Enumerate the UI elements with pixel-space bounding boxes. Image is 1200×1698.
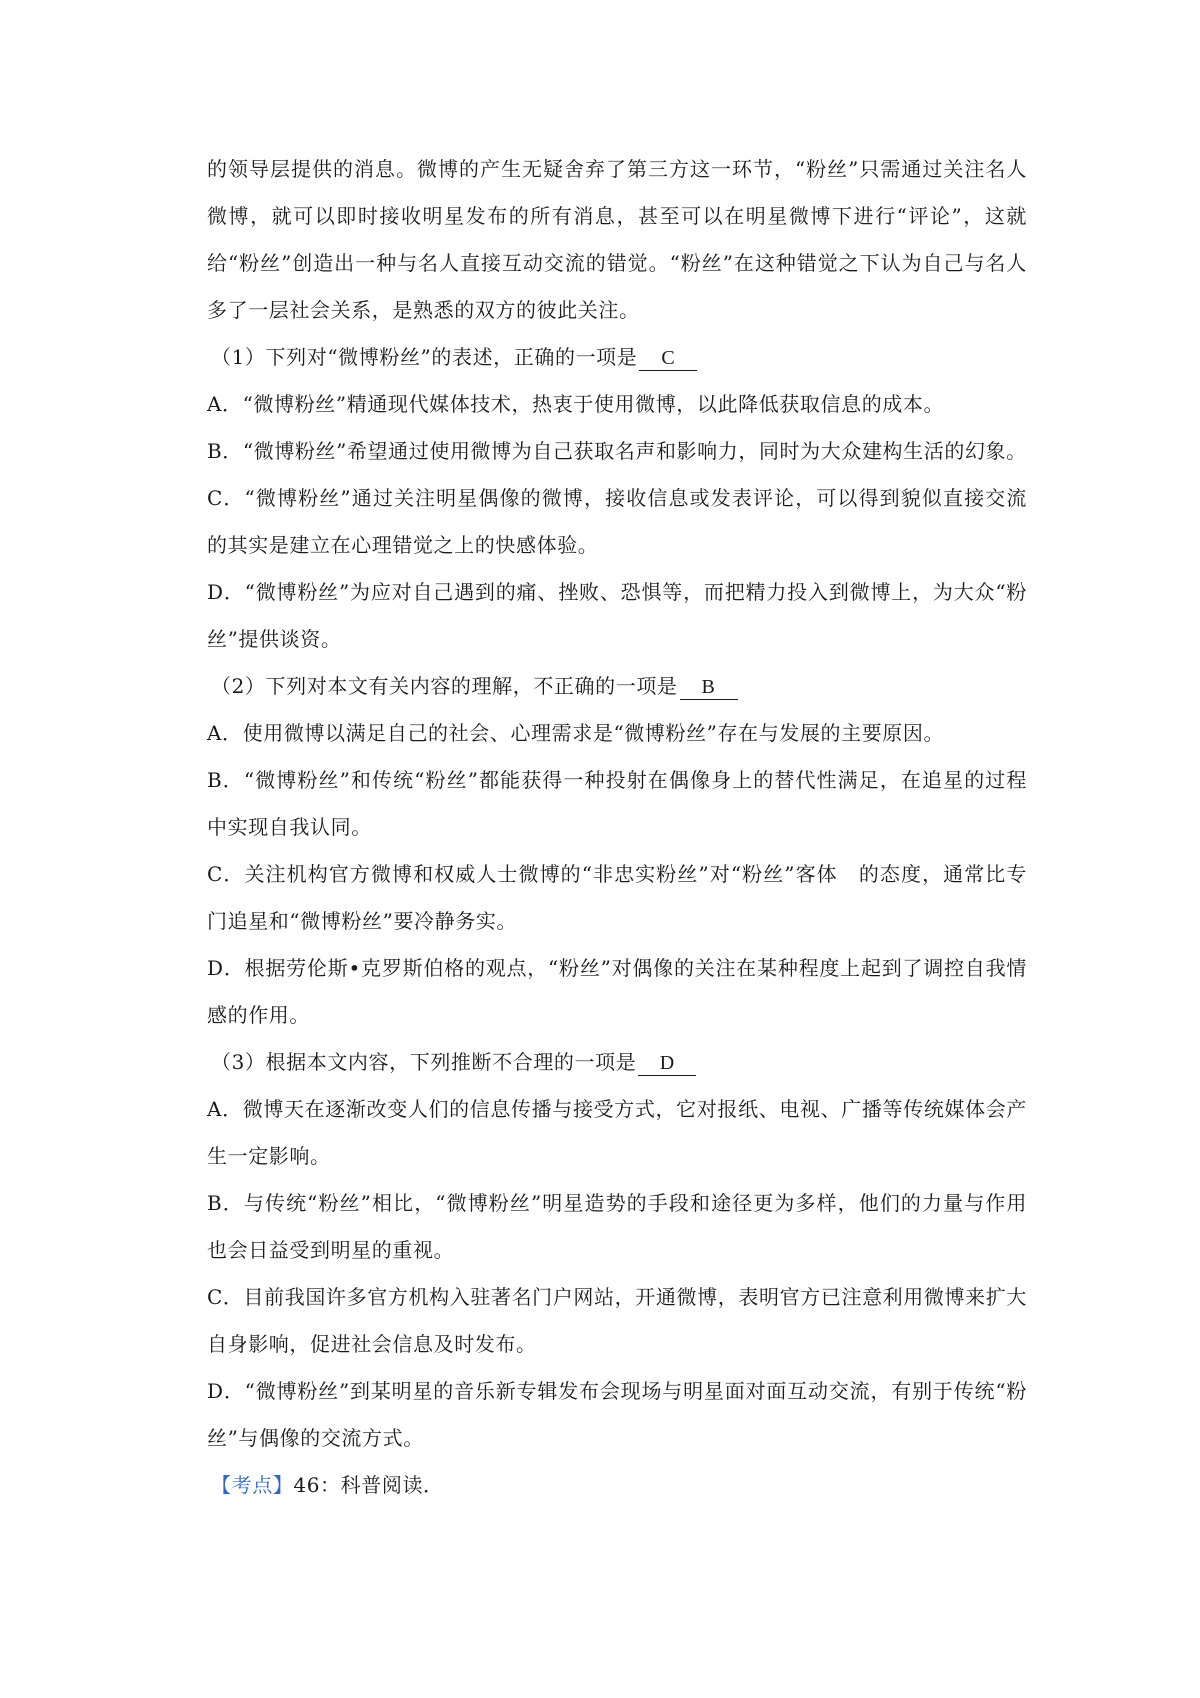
- question-stem-text: （2）下列对本文有关内容的理解，不正确的一项是: [211, 674, 678, 698]
- answer-blank: C: [639, 346, 697, 371]
- option-b: B．“微博粉丝”希望通过使用微博为自己获取名声和影响力，同时为大众建构生活的幻象。: [207, 439, 1027, 463]
- option-a: A．“微博粉丝”精通现代媒体技术，热衷于使用微博，以此降低获取信息的成本。: [207, 392, 945, 416]
- option-b: B．“微博粉丝”和传统“粉丝”都能获得一种投射在偶像身上的替代性满足，在追星的过程中实现自我认同。: [207, 768, 1027, 839]
- question-1: [207, 334, 1027, 663]
- answer-blank: B: [680, 675, 738, 700]
- question-stem: [207, 663, 1027, 710]
- kaodian-text: 46：科普阅读．: [293, 1473, 444, 1497]
- kaodian-line: [207, 1462, 1027, 1509]
- option-b: B．与传统“粉丝”相比，“微博粉丝”明星造势的手段和途径更为多样，他们的力量与作用也会日益受到明星的重视。: [207, 1191, 1027, 1262]
- option-a: A．微博天在逐渐改变人们的信息传播与接受方式，它对报纸、电视、广播等传统媒体会产生一定影响。: [207, 1097, 1027, 1168]
- question-2: [207, 663, 1027, 1039]
- option-d: D．根据劳伦斯•克罗斯伯格的观点，“粉丝”对偶像的关注在某种程度上起到了调控自我情感的作用。: [207, 956, 1027, 1027]
- document-page: [207, 146, 1027, 1509]
- intro-paragraph: 的领导层提供的消息。微博的产生无疑舍弃了第三方这一环节，“粉丝”只需通过关注名人微博，就可以即时接收明星发布的所有消息，甚至可以在明星微博下进行“评论”，这就给“粉丝”创造出一种与名人直接互动交流的错觉。“粉丝”在这种错觉之下认为自己与名人多了一层社会关系，是熟悉的双方的彼此关注。: [207, 157, 1027, 322]
- option-c: C．“微博粉丝”通过关注明星偶像的微博，接收信息或发表评论，可以得到貌似直接交流的其实是建立在心理错觉之上的快感体验。: [207, 486, 1027, 557]
- option-c: C．关注机构官方微博和权威人士微博的“非忠实粉丝”对“粉丝”客体 的态度，通常比专门追星和“微博粉丝”要冷静务实。: [207, 862, 1027, 933]
- option-c: C．目前我国许多官方机构入驻著名门户网站，开通微博，表明官方已注意利用微博来扩大自身影响，促进社会信息及时发布。: [207, 1285, 1027, 1356]
- question-stem: [207, 334, 1027, 381]
- kaodian-tag: 【考点】: [211, 1473, 294, 1497]
- question-stem-text: （1）下列对“微博粉丝”的表述，正确的一项是: [211, 345, 638, 369]
- option-d: D．“微博粉丝”到某明星的音乐新专辑发布会现场与明星面对面互动交流，有别于传统“粉丝”与偶像的交流方式。: [207, 1379, 1027, 1450]
- question-stem: [207, 1039, 1027, 1086]
- answer-blank: D: [638, 1051, 696, 1076]
- option-a: A．使用微博以满足自己的社会、心理需求是“微博粉丝”存在与发展的主要原因。: [207, 721, 945, 745]
- option-d: D．“微博粉丝”为应对自己遇到的痛、挫败、恐惧等，而把精力投入到微博上，为大众“粉丝”提供谈资。: [207, 580, 1027, 651]
- question-3: [207, 1039, 1027, 1462]
- question-stem-text: （3）根据本文内容，下列推断不合理的一项是: [211, 1050, 637, 1074]
